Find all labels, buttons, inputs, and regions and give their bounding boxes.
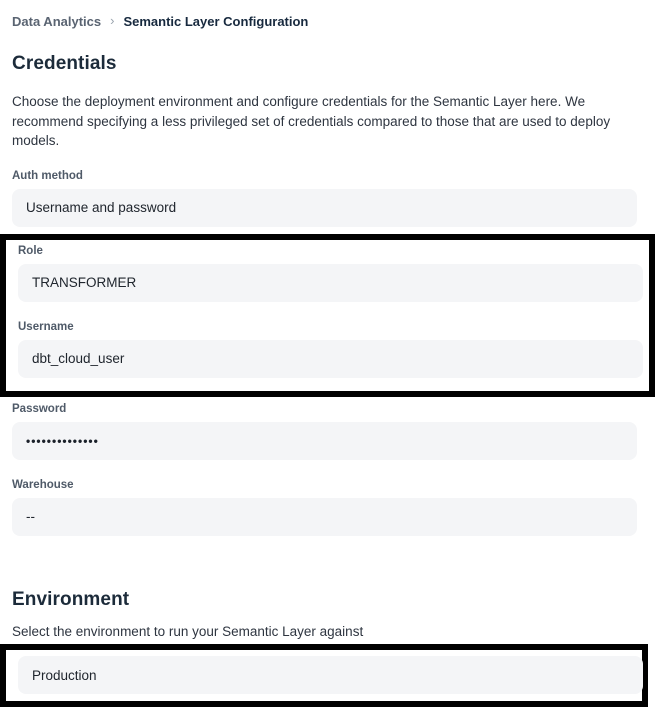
role-label: Role xyxy=(18,244,43,257)
breadcrumb-item-data-analytics[interactable]: Data Analytics xyxy=(12,14,102,29)
breadcrumb xyxy=(12,14,661,29)
credentials-section-title: Credentials xyxy=(12,53,117,74)
highlight-box-environment xyxy=(0,644,648,707)
environment-section-title: Environment xyxy=(12,588,130,610)
username-label: Username xyxy=(18,320,74,333)
password-warehouse-group xyxy=(0,403,661,536)
chevron-right-icon: › xyxy=(110,13,115,28)
highlight-box-role-username xyxy=(0,234,655,397)
password-label: Password xyxy=(12,402,67,415)
password-value: •••••••••••••• xyxy=(26,433,99,448)
environment-value: Production xyxy=(32,667,97,683)
username-input[interactable] xyxy=(18,340,643,378)
password-input[interactable] xyxy=(12,422,637,460)
auth-method-value: Username and password xyxy=(26,200,177,215)
auth-method-label: Auth method xyxy=(12,169,83,182)
role-input[interactable] xyxy=(18,264,643,302)
warehouse-value: -- xyxy=(26,509,35,524)
environment-select[interactable] xyxy=(18,656,643,694)
auth-method-select[interactable] xyxy=(12,189,637,227)
warehouse-input[interactable] xyxy=(12,498,637,536)
environment-description: Select the environment to run your Semantic Layer against xyxy=(12,623,364,639)
warehouse-label: Warehouse xyxy=(12,478,74,491)
username-value: dbt_cloud_user xyxy=(32,351,125,366)
role-value: TRANSFORMER xyxy=(32,275,137,290)
credentials-description: Choose the deployment environment and configure credentials for the Semantic Layer here. We recommend specifying a less privileged set of credentials compared to those that are used to deploy models. xyxy=(12,94,611,148)
breadcrumb-item-current: Semantic Layer Configuration xyxy=(123,14,309,29)
